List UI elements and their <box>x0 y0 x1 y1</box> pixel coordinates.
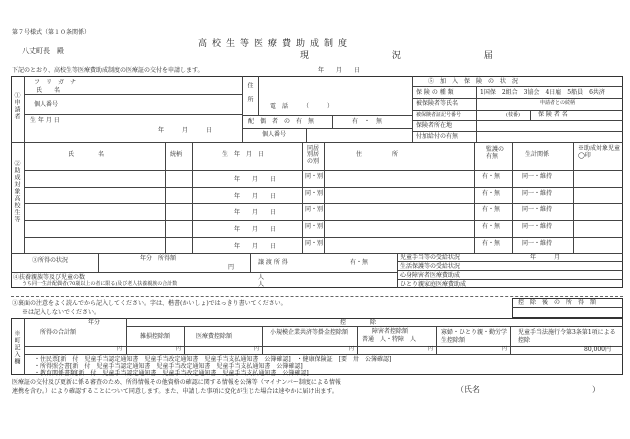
office-year-label: 年分 <box>88 319 101 326</box>
row-birth[interactable]: 年 月 日 <box>234 226 277 233</box>
office-yen-4: 円 <box>428 346 434 352</box>
office-col-3-sub: 普通 人・特障 人 <box>362 336 417 343</box>
deduction-header: 控 除 <box>340 319 377 326</box>
insured-name-label: 被保険者等氏名 <box>416 100 459 107</box>
allowance-child: 児童手当等の受給状況 <box>400 254 461 261</box>
addressee: 八丈町長 殿 <box>22 47 64 55</box>
total-income-label: 所得の合計額 <box>40 329 77 336</box>
deduction-label: 控 除 後 の 所 得 額 <box>518 299 597 306</box>
individual-number-label: 個人番号 <box>34 101 59 108</box>
signature-field[interactable]: （氏名 ） <box>456 385 600 394</box>
insurance-type-label: 保 険 の 種 類 <box>416 89 454 96</box>
subjects-section-label: ②助成対象高校生等 <box>13 160 20 223</box>
row-cohab[interactable]: 同・別 <box>305 173 324 180</box>
allowance-disability: 心身障害者医療費助成 <box>400 272 461 279</box>
address-label: 住 所 <box>246 82 253 103</box>
benefit-label: 付加給付の有無 <box>416 133 459 140</box>
row-birth[interactable]: 年 月 日 <box>234 193 277 200</box>
col-name: 氏 名 <box>68 151 105 158</box>
office-col-1: 医療費控除額 <box>196 333 233 340</box>
dependents-unit-a: 人 <box>258 274 265 281</box>
insurance-section-label: ⑤ 加 入 保 険 の 状 況 <box>428 78 519 85</box>
office-side-label: ※町記入欄 <box>13 330 20 365</box>
col-cohab: 同居別居の別 <box>307 145 320 165</box>
row-livelihood[interactable]: 同一・維持 <box>522 240 553 247</box>
col-livelihood: 生計関係 <box>525 151 550 158</box>
dependents-note: うち同一生計配偶者(70歳以上の者に限る)及び老人扶養親族の合計数 <box>22 281 178 287</box>
income-section-label: ③所得の状況 <box>32 257 69 264</box>
form-subtitle: 現 況 届 <box>300 51 533 61</box>
birthdate-field[interactable]: 年 月 日 <box>158 127 215 134</box>
row-livelihood[interactable]: 同一・維持 <box>522 190 553 197</box>
spouse-number-label: 個人番号 <box>262 131 287 138</box>
row-cohab[interactable]: 同・別 <box>305 206 324 213</box>
consent-line2: 連携を含む。）により確認することについて同意します。また、申請した事項に変化が生じた場合は速やかに届け出ます。 <box>12 388 338 395</box>
spouse-yesno[interactable]: 有 ・ 無 <box>352 118 383 125</box>
notice-line: ・教育関係書類[新 付 児童手当認定通知書 児童手当改定通知書 児童手当支払通知書 公簿確認] <box>34 370 309 377</box>
row-cohab[interactable]: 同・別 <box>305 223 324 230</box>
col-birth: 生 年 月 日 <box>222 151 265 158</box>
row-livelihood[interactable]: 同一・維持 <box>522 223 553 230</box>
card-suffix: (枝番) <box>506 112 520 118</box>
office-yen-2: 円 <box>254 346 260 352</box>
notice-line: ・所得照会書[新 付 児童手当認定通知書 児童手当改定通知書 児童手当支払通知書 公簿確認] <box>34 363 303 370</box>
office-col-5: 児童手当法施行令第3条第1項による控除 <box>518 329 616 344</box>
col-welfare: 監護の有無 <box>486 146 505 160</box>
row-cohab[interactable]: 同・別 <box>305 190 324 197</box>
applicant-section-label: ①申請者 <box>13 92 20 120</box>
row-welfare[interactable]: 有・無 <box>482 240 501 247</box>
allowance-single-parent: ひとり親家庭医療費助成 <box>400 281 467 288</box>
note-line1: ③裏面の注意をよく読んでから記入してください。字は、楷書(かいしょ)ではっきり書いてください。 <box>12 300 287 307</box>
row-welfare[interactable]: 有・無 <box>482 173 501 180</box>
notice-line: ・住民票[新 付 児童手当認定通知書 児童手当改定通知書 児童手当支払通知書 公簿確認] ・健康保険証 [要 卅 公簿確認] <box>34 356 392 363</box>
office-col-2: 小規模企業共済等掛金控除額 <box>270 329 349 336</box>
year-income-label: 年分 所得額 <box>140 255 177 262</box>
row-birth[interactable]: 年 月 日 <box>234 176 277 183</box>
row-welfare[interactable]: 有・無 <box>482 206 501 213</box>
insurer-location-label: 保険者所在地 <box>416 122 453 129</box>
transfer-income-yesno[interactable]: 有・無 <box>350 259 369 266</box>
intro-text: 下記のとおり、高校生等医療費助成制度の医療証の交付を申請します。 <box>12 67 204 74</box>
office-yen-3: 円 <box>349 346 355 352</box>
allowance-welfare: 生活保護等の受給状況 <box>400 263 461 270</box>
row-birth[interactable]: 年 月 日 <box>234 243 277 250</box>
col-relation: 続柄 <box>170 151 183 158</box>
office-yen-0: 円 <box>117 346 123 352</box>
name-label: 氏 名 <box>36 87 61 94</box>
row-livelihood[interactable]: 同一・維持 <box>522 173 553 180</box>
row-livelihood[interactable]: 同一・維持 <box>522 206 553 213</box>
office-col-0: 雑損控除額 <box>140 333 171 340</box>
row-cohab[interactable]: 同・別 <box>305 240 324 247</box>
office-yen-1: 円 <box>176 346 182 352</box>
dependents-unit-b: 人 <box>258 281 265 288</box>
insurance-type-options[interactable]: 1国保 2組合 3協会 4日雇 5船員 6共済 <box>480 89 605 96</box>
col-address: 住 所 <box>356 151 399 158</box>
form-number: 第７号様式（第１０条関係） <box>12 29 91 36</box>
form-title: 高校生等医療費助成制度 <box>198 39 353 49</box>
note-line2: ※は記入しないでください。 <box>22 309 101 316</box>
office-yen-5: 円 <box>502 346 508 352</box>
card-code-label: 被保険者証記号番号 <box>416 112 462 118</box>
row-welfare[interactable]: 有・無 <box>482 190 501 197</box>
row-welfare[interactable]: 有・無 <box>482 223 501 230</box>
dependents-label: ④扶養親族等及び児童の数 <box>13 274 86 281</box>
application-date[interactable]: 年 月 日 <box>318 67 361 74</box>
row-birth[interactable]: 年 月 日 <box>234 209 277 216</box>
birthdate-label: 生 年 月 日 <box>30 117 60 124</box>
spouse-label: 配 偶 者 の 有 無 <box>248 118 315 125</box>
allowance-child-date[interactable]: 年 月 <box>530 254 561 261</box>
transfer-income-label: 譲 渡 所 得 <box>258 259 288 266</box>
furigana-label: フ リ ガ ナ <box>34 79 77 86</box>
office-col-4: 寡婦・ひとり親・勤労学生控除額 <box>441 329 508 344</box>
col-target: ※助成対象児童◯印 <box>578 145 621 159</box>
insurer-name-label: 保 険 者 名 <box>538 111 568 118</box>
consent-line1: 医療証の交付及び更新に係る審査のため、所得情報その他資格の確認に関する情報を公簿等（マイナンバー制度による情報 <box>12 379 341 386</box>
office-last-amount: 80,000円 <box>584 346 611 353</box>
office-col-3: 障害者控除額 <box>372 328 409 335</box>
phone-field[interactable]: 電 話 （ ） <box>270 103 334 110</box>
income-yen: 円 <box>228 264 235 271</box>
relation-label: 申請者との続柄 <box>540 100 576 106</box>
